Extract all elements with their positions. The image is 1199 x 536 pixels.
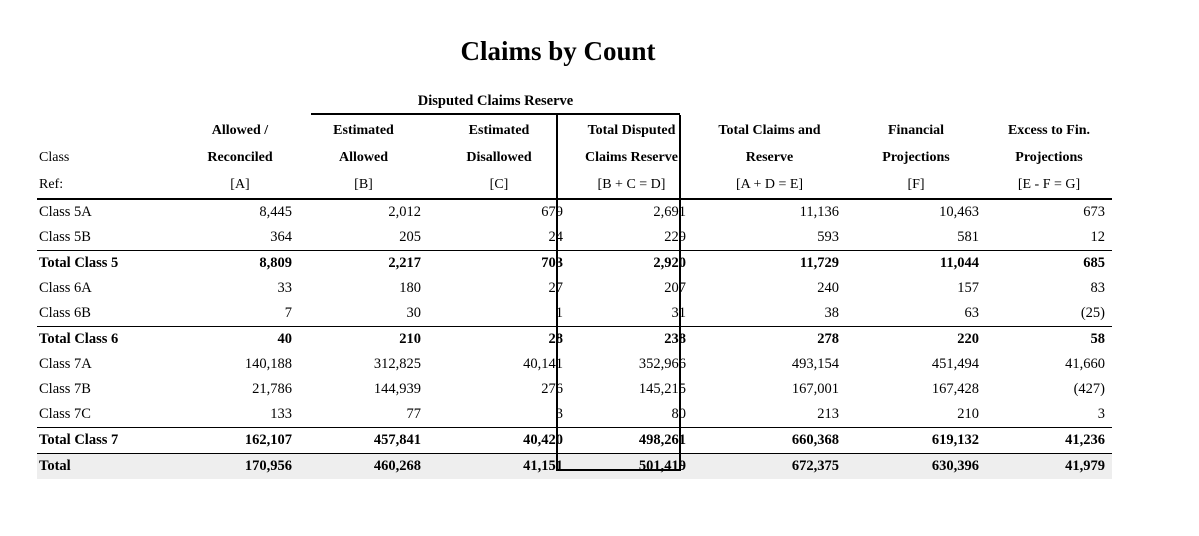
table-cell: 140,188 [244,356,292,372]
table-cell: 364 [270,229,292,245]
table-cell: 27 [548,280,563,296]
header-cell: Allowed [339,150,388,165]
table-cell: 352,966 [638,356,686,372]
table-cell: 276 [541,381,563,397]
table-cell: 685 [986,251,1112,277]
table-cell: 11,729 [693,251,846,277]
table-cell: 493,154 [791,356,839,372]
header-cell [37,117,181,144]
header-cell: Estimated [333,123,394,138]
table-cell: 30 [406,305,421,321]
table-cell: 63 [964,305,979,321]
table-cell: 673 [1083,204,1105,220]
table-cell: 40,141 [523,356,563,372]
table-cell: 312,825 [373,356,421,372]
table-cell: 703 [428,251,570,277]
page-title: Claims by Count [460,36,656,66]
header-cell: Class [39,150,70,165]
table-cell: 58 [986,327,1112,353]
table-cell: (25) [1080,305,1105,321]
header-cell: [B] [299,171,428,199]
table-cell: 41,236 [986,428,1112,454]
table-cell: 210 [957,406,979,422]
table-cell: 238 [570,327,693,353]
table-cell: 1 [555,305,563,321]
row-label: Total [37,454,181,480]
table-cell: 24 [548,229,563,245]
table-cell: 40,420 [428,428,570,454]
table-cell: 180 [399,280,421,296]
row-label: Class 6B [39,305,91,321]
table-cell: 41,979 [986,454,1112,480]
table-cell: 3 [1097,406,1105,422]
table-cell: 205 [399,229,421,245]
table-cell: 501,419 [570,454,693,480]
table-cell: 28 [428,327,570,353]
table-cell: 679 [541,204,563,220]
table-cell: 38 [824,305,839,321]
table-cell: 144,939 [373,381,421,397]
header-cell: Allowed / [211,123,269,138]
row-label: Total Class 7 [37,428,181,454]
table-cell: 2,217 [299,251,428,277]
row-label: Class 7C [39,406,91,422]
table-cell: 2,920 [570,251,693,277]
table-cell: 3 [555,406,563,422]
table-cell: 157 [957,280,979,296]
table-cell: 213 [817,406,839,422]
table-cell: 133 [270,406,292,422]
header-cell: Estimated [468,123,530,138]
header-cell: Excess to Fin. [1007,123,1091,138]
header-cell: [C] [428,171,570,199]
header-cell: [B + C = D] [570,171,693,199]
table-cell: 7 [284,305,292,321]
table-cell: 220 [846,327,986,353]
table-cell: 2,691 [653,204,686,220]
table-cell: 451,494 [931,356,979,372]
table-cell: 77 [406,406,421,422]
row-label: Total Class 6 [37,327,181,353]
row-label: Class 5B [39,229,91,245]
table-cell: 229 [664,229,686,245]
table-cell: 593 [817,229,839,245]
table-cell: 83 [1090,280,1105,296]
table-cell: 41,660 [1065,356,1105,372]
header-cell: [E - F = G] [986,171,1112,199]
table-cell: 41,151 [428,454,570,480]
table-cell: 31 [671,305,686,321]
table-cell: 12 [1090,229,1105,245]
header-cell: Projections [1015,150,1083,165]
header-cell: Financial [887,123,944,138]
header-cell: Ref: [37,171,181,199]
table-cell: 619,132 [846,428,986,454]
row-label: Total Class 5 [37,251,181,277]
table-cell: 162,107 [181,428,299,454]
table-cell: 21,786 [252,381,292,397]
table-cell: 170,956 [181,454,299,480]
table-cell: 11,044 [846,251,986,277]
header-cell: Disallowed [466,150,532,165]
table-cell: 210 [299,327,428,353]
header-cell: Total Claims and [718,123,821,138]
table-cell: 660,368 [693,428,846,454]
table-cell: 240 [817,280,839,296]
header-cell: Claims Reserve [585,150,678,165]
row-label: Class 7A [39,356,92,372]
row-label: Class 6A [39,280,92,296]
header-cell: [A + D = E] [693,171,846,199]
row-label: Class 7B [39,381,91,397]
group-header-disputed: Disputed Claims Reserve [417,93,574,109]
table-cell: 10,463 [939,204,979,220]
table-cell: 167,001 [791,381,839,397]
table-cell: 167,428 [931,381,979,397]
table-cell: 581 [957,229,979,245]
table-cell: (427) [1073,381,1105,397]
header-cell: Reserve [745,150,794,165]
total-disputed-box [556,115,681,471]
table-cell: 457,841 [299,428,428,454]
table-cell: 460,268 [299,454,428,480]
table-cell: 11,136 [799,204,839,220]
table-cell: 40 [181,327,299,353]
table-cell: 672,375 [693,454,846,480]
row-label: Class 5A [39,204,92,220]
table-cell: 80 [671,406,686,422]
table-cell: 145,215 [638,381,686,397]
table-cell: 2,012 [388,204,421,220]
table-cell: 630,396 [846,454,986,480]
header-cell: Total Disputed [587,123,676,138]
table-cell: 498,261 [570,428,693,454]
table-cell: 278 [693,327,846,353]
table-cell: 8,445 [259,204,292,220]
header-cell: Projections [882,150,950,165]
table-cell: 33 [277,280,292,296]
header-cell: Reconciled [207,150,273,165]
header-cell: [A] [181,171,299,199]
header-cell: [F] [846,171,986,199]
table-cell: 207 [664,280,686,296]
table-cell: 8,809 [181,251,299,277]
